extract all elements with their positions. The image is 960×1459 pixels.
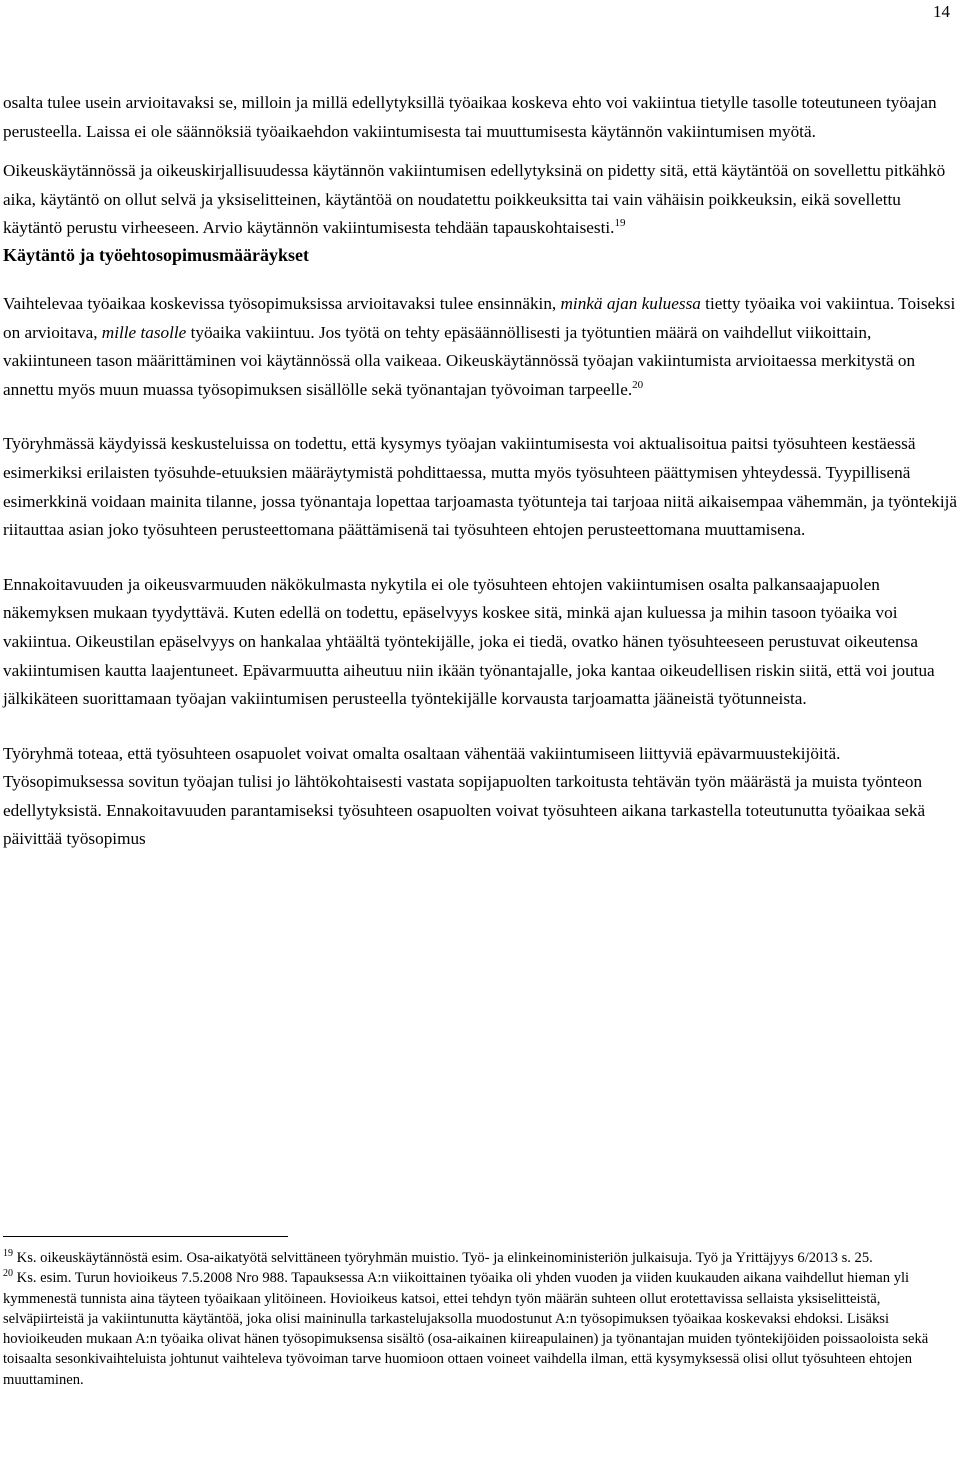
paragraph-case-law bbox=[3, 157, 958, 243]
paragraph-predictability: Ennakoitavuuden ja oikeusvarmuuden näkökulmasta nykytila ei ole työsuhteen ehtojen vakiintumisen osalta palkansaajapuolen näkemyksen mukaan tyydyttävä. Kuten edellä on todettu, epäselvyys koskee sitä, minkä ajan kuluessa ja mihin tasoon työaika voi vakiintua. Oikeustilan epäselvyys on hankalaa yhtäältä työntekijälle, joka ei tiedä, ovatko hänen työsuhteeseen perustuvat oikeutensa vakiintumisen kautta laajentuneet. Epävarmuutta aiheutuu niin ikään työnantajalle, joka kantaa oikeudellisen riskin siitä, että voi joutua jälkikäteen suorittamaan työajan vakiintumisen perusteella työntekijälle korvausta tarjoamatta jääneistä työtunneista. bbox=[3, 574, 935, 709]
paragraph-working-group-discussion: Työryhmässä käydyissä keskusteluissa on todettu, että kysymys työajan vakiintumisesta voi aktualisoitua paitsi työsuhteen kestäessä esimerkiksi erilaisten työsuhde-etuuksien määräytymistä pohdittaessa, mutta myös työsuhteen päättymisen yhteydessä. Tyypillisenä esimerkkinä voidaan mainita tilanne, jossa työnantaja lopettaa tarjoamasta työtunteja tai tarjoaa niitä aikaisempaa vähemmän, ja työntekijä riitauttaa asian joko työsuhteen perusteettomana päättämisenä tai työsuhteen ehtojen perusteettomana muuttamisena. bbox=[3, 434, 958, 540]
section-heading: Käytäntö ja työehtosopimusmääräykset bbox=[3, 244, 309, 265]
paragraph-case-law-text: Oikeuskäytännössä ja oikeuskirjallisuudessa käytännön vakiintumisen edellytyksinä on pidetty sitä, että käytäntöä on sovellettu pitkähkö aika, käytäntö on ollut selvä ja yksiselitteinen, käytäntöä on noudatettu poikkeuksitta tai vain vähäisin poikkeuksin, eikä sovellettu käytäntö perustu virheeseen. Arvio käytännön vakiintumisesta tehdään tapauskohtaisesti. bbox=[3, 161, 946, 238]
footnote-separator bbox=[3, 1236, 288, 1237]
footnote-ref-19: 19 bbox=[614, 217, 626, 230]
page-number: 14 bbox=[933, 2, 950, 21]
footnote-19 bbox=[3, 1248, 958, 1268]
emphasis-level: mille tasolle bbox=[101, 322, 187, 342]
footnote-ref-20: 20 bbox=[632, 378, 644, 391]
footnote-number: 20 bbox=[3, 1268, 13, 1280]
paragraph-intro: osalta tulee usein arvioitavaksi se, milloin ja millä edellytyksillä työaikaa koskeva ehto voi vakiintua tietylle tasolle toteutuneen työajan perusteella. Laissa ei ole säännöksiä työaikaehdon vakiintumisesta tai muuttumisesta käytännön vakiintumisen myötä. bbox=[3, 93, 937, 141]
emphasis-time-period: minkä ajan kuluessa bbox=[560, 293, 701, 313]
paragraph-variable-hours bbox=[3, 290, 958, 404]
footnote-20 bbox=[3, 1268, 958, 1390]
footnote-text: Ks. oikeuskäytännöstä esim. Osa-aikatyötä selvittäneen työryhmän muistio. Työ- ja elinkeinoministeriön julkaisuja. Työ ja Yrittäjyys 6/2013 s. 25. bbox=[13, 1250, 873, 1266]
footnote-number: 19 bbox=[3, 1248, 13, 1259]
footnote-text: Ks. esim. Turun hovioikeus 7.5.2008 Nro 988. Tapauksessa A:n viikoittainen työaika oli yhden vuoden ja viiden kuukauden aikana vaihdellut hieman yli kymmenestä tunnista aina täyteen työaikaan ylitöineen. Hovioikeus katsoi, ettei tehdyn työn määrän suhteen ollut erotettavissa sellaista yksiselitteistä, selväpiirteistä ja vakiintunutta käytäntöä, joka olisi maininulla tarkastelujaksolla muodostunut A:n työsopimuksen työaikaa koskevaksi ehdoksi. Lisäksi hovioikeuden mukaan A:n työaika olivat hänen työsopimuksensa sisältö (osa-aikainen kiireapulainen) ja työnantajan muiden työntekijöiden poissaoloista sekä toisaalta sesonkivaihteluista johtunut vaihteleva työvoiman tarve huomioon ottaen voineet vaihdella ilman, että kysymyksessä olisi ollut työsuhteen ehtojen muuttaminen. bbox=[3, 1270, 929, 1388]
paragraph-variable-hours-text-1: Vaihtelevaa työaikaa koskevissa työsopimuksissa arvioitavaksi tulee ensinnäkin, bbox=[3, 293, 561, 313]
footnotes bbox=[3, 1248, 958, 1390]
document-body bbox=[3, 89, 958, 854]
paragraph-working-group-conclusion: Työryhmä toteaa, että työsuhteen osapuolet voivat omalta osaltaan vähentää vakiintumiseen liittyviä epävarmuustekijöitä. Työsopimuksessa sovitun työajan tulisi jo lähtökohtaisesti vastata sopijapuolten tarkoitusta tehtävän työn määrästä ja muista työnteon edellytyksistä. Ennakoitavuuden parantamiseksi työsuhteen osapuolten voivat työsuhteen aikana tarkastella toteutunutta työaikaa sekä päivittää työsopimus bbox=[3, 743, 926, 849]
paragraph-variable-hours-text-3: työaika vakiintuu. Jos työtä on tehty epäsäännöllisesti ja työtuntien määrä on vaihdellut viikoittain, vakiintuneen tason määrittäminen voi käytännössä olla vaikeaa. Oikeuskäytännössä työajan vakiintumista arvioitaessa merkitystä on annettu myös muun muassa työsopimuksen sisällölle sekä työnantajan työvoiman tarpeelle. bbox=[3, 322, 916, 399]
paragraph-variable-hours-text-2: tietty työaika voi vakiintua. Toiseksi on arvioitava, bbox=[3, 293, 956, 342]
